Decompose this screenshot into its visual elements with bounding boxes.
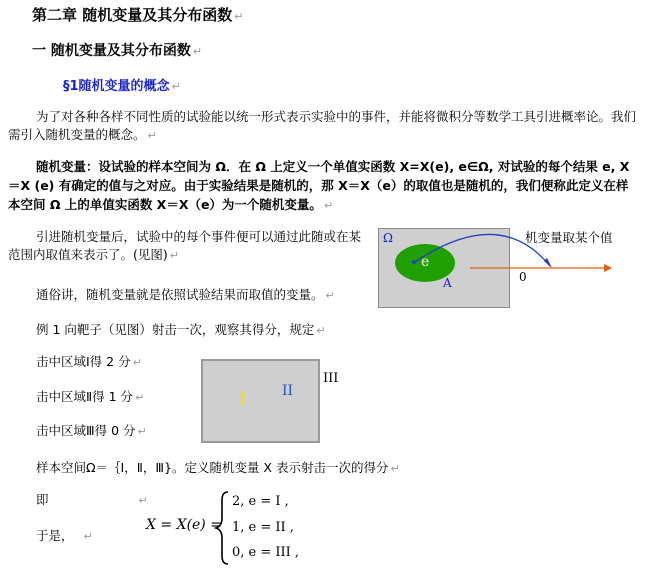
formula-case-2: 1, e = II , [232,520,294,535]
side-text: 机变量取某个值 [525,230,613,245]
after-paragraph: 引进随机变量后，试验中的每个事件便可以通过此随或在某范围内取值来表示了。(见图) ↵ [8,229,362,262]
ji-line: 即 ↵ [36,492,148,507]
formula-lhs: X = X(e) = [146,517,222,533]
real-axis-arrowhead [604,264,612,272]
definition-paragraph: 随机变量：设试验的样本空间为 Ω．在 Ω 上定义一个单值实函数 X=X(e), e∈Ω, 对试验的每个结果 e, X＝X (e) 有确定的值与之对应。由于实验结果是随机的，那 X＝X（e）的取值也是随机的，我们便称此定义在样本空间 Ω 上的单值实函数 X＝X（e）为一个随机变量。 ↵ [8,159,630,212]
A-label: A [443,276,452,290]
region-III-label: III [323,371,339,386]
common-sense-line: 通俗讲，随机变量就是依照试验结果而取值的变量。 ↵ [36,287,335,302]
region-I-label: I [239,389,246,408]
sample-space-line: 样本空间Ω＝｛Ⅰ，Ⅱ，Ⅲ}。定义随机变量 X 表示射击一次的得分 ↵ [36,460,400,475]
chapter-title: 第二章 随机变量及其分布函数 ↵ [32,6,244,24]
mapping-arrowhead [544,258,552,268]
section-title: 一 随机变量及其分布函数 ↵ [32,43,203,59]
mapping-point [412,260,416,264]
omega-label: Ω [383,231,393,245]
target-figure [201,359,320,443]
region-2-line: 击中区域Ⅱ得 1 分 ↵ [36,389,145,404]
yushi-line: 于是， ↵ [36,528,93,543]
example-line: 例 1 向靶子（见图）射击一次，观察其得分，规定 ↵ [36,322,326,337]
formula-case-3: 0, e = III , [232,545,300,560]
zero-label: 0 [519,270,527,284]
subsection-title: §1随机变量的概念 ↵ [63,79,181,94]
region-3-line: 击中区域Ⅲ得 0 分 ↵ [36,423,147,438]
region-1-line: 击中区域Ⅰ得 2 分 ↵ [36,354,142,369]
region-II-label: II [282,383,294,399]
intro-paragraph: 为了对各种各样不同性质的试验能以统一形式表示实验中的事件，并能将微积分等数学工具引进概率论。我们需引入随机变量的概念。 ↵ [8,109,637,142]
e-label: e [421,254,430,270]
formula-case-1: 2, e = I , [232,494,289,509]
